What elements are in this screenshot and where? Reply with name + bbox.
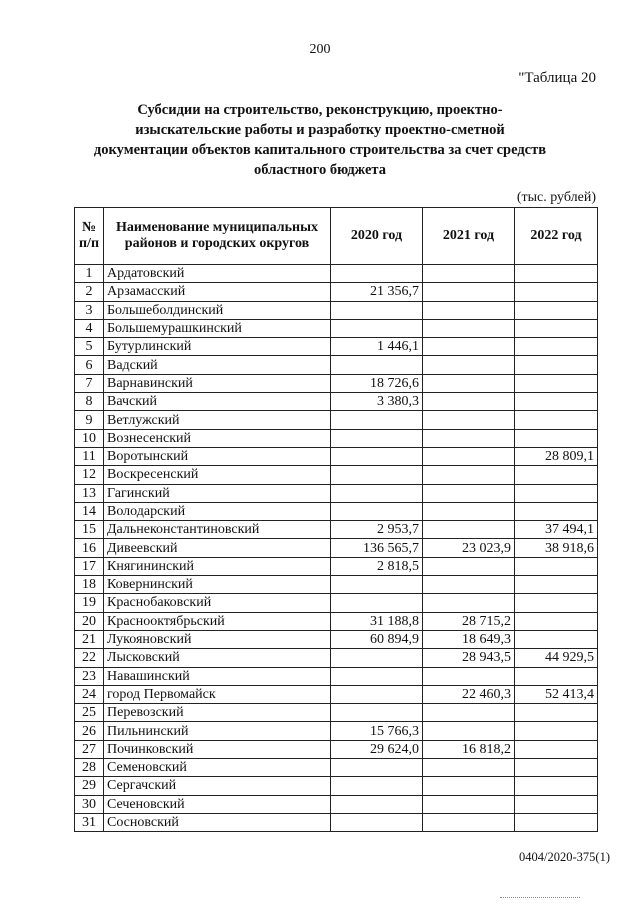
row-value-2021 [423, 576, 515, 594]
row-value-2021 [423, 429, 515, 447]
row-number: 11 [75, 447, 104, 465]
row-value-2021 [423, 795, 515, 813]
header-2020: 2020 год [331, 208, 423, 265]
row-value-2021: 28 943,5 [423, 649, 515, 667]
row-value-2022: 52 413,4 [515, 685, 598, 703]
row-number: 9 [75, 411, 104, 429]
row-number: 4 [75, 319, 104, 337]
row-value-2022 [515, 576, 598, 594]
row-value-2020: 15 766,3 [331, 722, 423, 740]
row-value-2021: 16 818,2 [423, 740, 515, 758]
row-name: Большемурашкинский [104, 319, 331, 337]
row-value-2022 [515, 813, 598, 831]
row-value-2021 [423, 502, 515, 520]
row-number: 8 [75, 393, 104, 411]
row-value-2020 [331, 813, 423, 831]
row-value-2021 [423, 265, 515, 283]
row-name: Володарский [104, 502, 331, 520]
row-name: Сергачский [104, 777, 331, 795]
row-value-2022 [515, 393, 598, 411]
row-value-2020 [331, 685, 423, 703]
table-row [75, 612, 598, 630]
row-value-2020: 2 953,7 [331, 521, 423, 539]
row-value-2022 [515, 722, 598, 740]
row-number: 17 [75, 557, 104, 575]
row-value-2021 [423, 722, 515, 740]
row-name: Гагинский [104, 484, 331, 502]
table-row [75, 301, 598, 319]
row-name: Бутурлинский [104, 338, 331, 356]
row-name: Арзамасский [104, 283, 331, 301]
row-value-2021 [423, 594, 515, 612]
row-value-2021: 22 460,3 [423, 685, 515, 703]
row-value-2021: 28 715,2 [423, 612, 515, 630]
row-number: 28 [75, 759, 104, 777]
row-name: Сеченовский [104, 795, 331, 813]
row-value-2020: 1 446,1 [331, 338, 423, 356]
table-row [75, 521, 598, 539]
row-value-2020 [331, 447, 423, 465]
row-name: Лукояновский [104, 630, 331, 648]
row-value-2021 [423, 759, 515, 777]
row-name: Воротынский [104, 447, 331, 465]
row-value-2022 [515, 338, 598, 356]
row-value-2022: 28 809,1 [515, 447, 598, 465]
table-row [75, 759, 598, 777]
row-number: 29 [75, 777, 104, 795]
row-number: 3 [75, 301, 104, 319]
row-value-2021 [423, 356, 515, 374]
row-name: Ветлужский [104, 411, 331, 429]
row-value-2020 [331, 502, 423, 520]
row-value-2022 [515, 374, 598, 392]
row-value-2022 [515, 667, 598, 685]
row-value-2020: 60 894,9 [331, 630, 423, 648]
row-number: 27 [75, 740, 104, 758]
row-value-2020 [331, 411, 423, 429]
table-row [75, 502, 598, 520]
table-row [75, 777, 598, 795]
row-value-2020 [331, 265, 423, 283]
table-row [75, 374, 598, 392]
row-value-2021 [423, 301, 515, 319]
row-number: 23 [75, 667, 104, 685]
row-value-2021: 23 023,9 [423, 539, 515, 557]
row-value-2021 [423, 411, 515, 429]
row-value-2020 [331, 777, 423, 795]
row-value-2021 [423, 447, 515, 465]
units-label: (тыс. рублей) [516, 190, 596, 205]
row-value-2022 [515, 429, 598, 447]
table-row [75, 813, 598, 831]
row-name: Большеболдинский [104, 301, 331, 319]
table-row [75, 319, 598, 337]
table-row [75, 557, 598, 575]
row-name: город Первомайск [104, 685, 331, 703]
table-row [75, 484, 598, 502]
row-value-2020 [331, 301, 423, 319]
row-number: 24 [75, 685, 104, 703]
row-value-2022 [515, 319, 598, 337]
row-number: 1 [75, 265, 104, 283]
subsidy-table [74, 207, 598, 832]
header-number: № п/п [75, 208, 104, 265]
row-value-2021 [423, 484, 515, 502]
row-number: 12 [75, 466, 104, 484]
document-code: 0404/2020-375(1) [519, 850, 610, 864]
row-number: 7 [75, 374, 104, 392]
row-value-2022 [515, 612, 598, 630]
row-value-2020: 21 356,7 [331, 283, 423, 301]
row-value-2021 [423, 466, 515, 484]
header-2021: 2021 год [423, 208, 515, 265]
row-name: Вачский [104, 393, 331, 411]
row-value-2021 [423, 393, 515, 411]
row-value-2022 [515, 484, 598, 502]
row-value-2020: 3 380,3 [331, 393, 423, 411]
table-row [75, 539, 598, 557]
table-row [75, 283, 598, 301]
row-value-2021 [423, 667, 515, 685]
table-row [75, 630, 598, 648]
row-value-2022 [515, 502, 598, 520]
row-value-2022 [515, 301, 598, 319]
row-name: Ковернинский [104, 576, 331, 594]
row-number: 6 [75, 356, 104, 374]
row-value-2020 [331, 594, 423, 612]
row-value-2022 [515, 265, 598, 283]
header-name: Наименование муниципальных районов и городских округов [104, 208, 331, 265]
row-value-2022 [515, 557, 598, 575]
row-number: 2 [75, 283, 104, 301]
table-row [75, 740, 598, 758]
row-number: 22 [75, 649, 104, 667]
row-value-2020 [331, 759, 423, 777]
row-value-2020 [331, 704, 423, 722]
row-name: Дивеевский [104, 539, 331, 557]
row-value-2020 [331, 795, 423, 813]
row-number: 30 [75, 795, 104, 813]
table-row [75, 795, 598, 813]
row-value-2022 [515, 630, 598, 648]
table-row [75, 265, 598, 283]
table-row [75, 338, 598, 356]
row-value-2020: 29 624,0 [331, 740, 423, 758]
row-value-2020: 2 818,5 [331, 557, 423, 575]
table-row [75, 594, 598, 612]
row-value-2021 [423, 777, 515, 795]
row-value-2020 [331, 429, 423, 447]
row-value-2020 [331, 356, 423, 374]
row-value-2021 [423, 283, 515, 301]
table-header-row [75, 208, 598, 265]
row-number: 31 [75, 813, 104, 831]
row-name: Краснобаковский [104, 594, 331, 612]
table-row [75, 393, 598, 411]
row-value-2021 [423, 338, 515, 356]
table-row [75, 411, 598, 429]
row-number: 18 [75, 576, 104, 594]
row-value-2021 [423, 319, 515, 337]
row-name: Семеновский [104, 759, 331, 777]
row-name: Лысковский [104, 649, 331, 667]
document-title: Субсидии на строительство, реконструкцию, проектно-изыскательские работы и разработку проектно-сметной документации объектов капитального строительства за счет средств областного бюджета [93, 102, 547, 178]
row-value-2022: 44 929,5 [515, 649, 598, 667]
row-value-2021 [423, 521, 515, 539]
row-name: Ардатовский [104, 265, 331, 283]
row-value-2020 [331, 667, 423, 685]
row-name: Перевозский [104, 704, 331, 722]
row-value-2020 [331, 649, 423, 667]
row-value-2020 [331, 466, 423, 484]
row-value-2020: 136 565,7 [331, 539, 423, 557]
row-value-2022 [515, 795, 598, 813]
row-value-2022 [515, 704, 598, 722]
row-value-2022: 38 918,6 [515, 539, 598, 557]
row-number: 26 [75, 722, 104, 740]
row-value-2022 [515, 777, 598, 795]
row-value-2021 [423, 557, 515, 575]
row-value-2020: 31 188,8 [331, 612, 423, 630]
row-number: 10 [75, 429, 104, 447]
table-row [75, 649, 598, 667]
row-name: Сосновский [104, 813, 331, 831]
row-value-2021: 18 649,3 [423, 630, 515, 648]
row-name: Навашинский [104, 667, 331, 685]
row-value-2021 [423, 813, 515, 831]
row-number: 14 [75, 502, 104, 520]
header-2022: 2022 год [515, 208, 598, 265]
table-row [75, 429, 598, 447]
row-name: Вознесенский [104, 429, 331, 447]
row-number: 16 [75, 539, 104, 557]
row-name: Воскресенский [104, 466, 331, 484]
table-row [75, 685, 598, 703]
row-name: Краснооктябрьский [104, 612, 331, 630]
row-value-2021 [423, 704, 515, 722]
row-value-2022 [515, 411, 598, 429]
row-number: 13 [75, 484, 104, 502]
table-label: "Таблица 20 [518, 70, 596, 86]
row-name: Вадский [104, 356, 331, 374]
row-name: Варнавинский [104, 374, 331, 392]
row-value-2020: 18 726,6 [331, 374, 423, 392]
table-row [75, 704, 598, 722]
table-row [75, 356, 598, 374]
row-value-2022 [515, 283, 598, 301]
row-value-2022 [515, 466, 598, 484]
row-value-2022: 37 494,1 [515, 521, 598, 539]
row-number: 21 [75, 630, 104, 648]
row-name: Пильнинский [104, 722, 331, 740]
table-row [75, 722, 598, 740]
row-value-2022 [515, 356, 598, 374]
table-row [75, 447, 598, 465]
row-number: 15 [75, 521, 104, 539]
table-row [75, 576, 598, 594]
row-value-2022 [515, 594, 598, 612]
table-row [75, 667, 598, 685]
footer-dots [500, 897, 580, 898]
row-value-2022 [515, 759, 598, 777]
row-value-2020 [331, 319, 423, 337]
table-body [75, 265, 598, 832]
row-number: 5 [75, 338, 104, 356]
row-number: 25 [75, 704, 104, 722]
table-row [75, 466, 598, 484]
row-name: Дальнеконстантиновский [104, 521, 331, 539]
row-name: Починковский [104, 740, 331, 758]
row-number: 19 [75, 594, 104, 612]
row-name: Княгининский [104, 557, 331, 575]
row-value-2021 [423, 374, 515, 392]
row-number: 20 [75, 612, 104, 630]
row-value-2020 [331, 484, 423, 502]
page-number: 200 [309, 42, 331, 57]
row-value-2022 [515, 740, 598, 758]
row-value-2020 [331, 576, 423, 594]
